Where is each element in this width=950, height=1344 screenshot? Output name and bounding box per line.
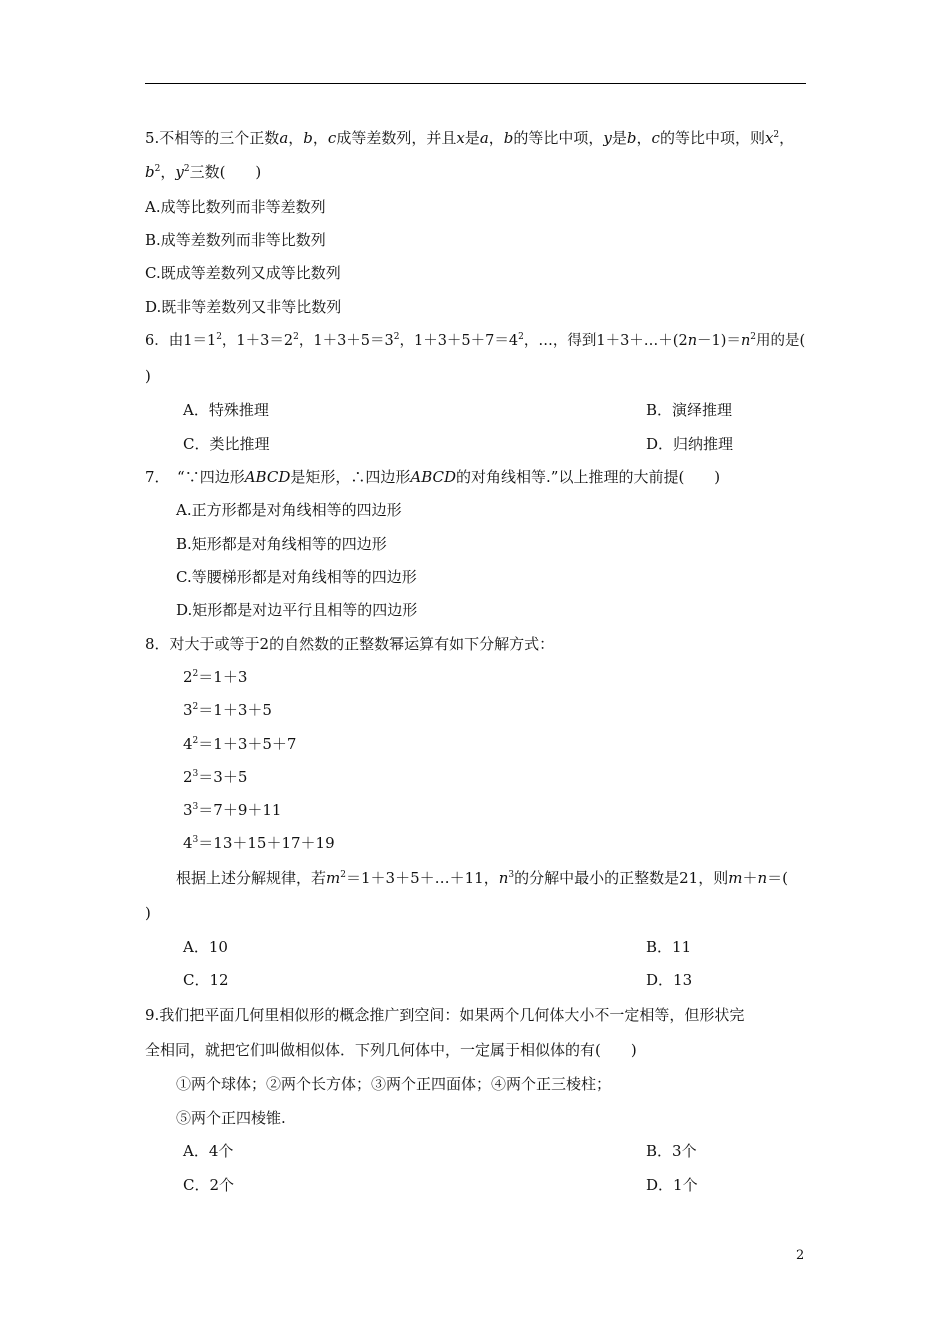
- q7-option-b: B.矩形都是对角线相等的四边形: [176, 535, 387, 553]
- q8-question: 根据上述分解规律，若$m^2=1+3+5+\dots+11$，$n^3$的分解中最小的正整数是21，则m＋n＝(: [176, 869, 788, 887]
- q6-option-d: D．归纳推理: [646, 435, 734, 453]
- q8-equation-6: $4^3=13+15+17+19$: [183, 834, 335, 852]
- q9-option-a: A．4个: [183, 1142, 234, 1160]
- q8-stem: 8．对大于或等于2的自然数的正整数幂运算有如下分解方式：: [145, 635, 555, 653]
- q9-option-d: D．1个: [646, 1176, 698, 1194]
- q5-option-c: C.既成等差数列又成等比数列: [145, 264, 341, 282]
- q9-option-b: B．3个: [646, 1142, 697, 1160]
- q9-stem-line2: 全相同，就把它们叫做相似体．下列几何体中，一定属于相似体的有( ): [145, 1041, 637, 1059]
- q6-option-b: B．演绎推理: [646, 401, 733, 419]
- q8-equation-5: $3^3=7+9+11$: [183, 801, 282, 819]
- q9-items-line2: ⑤两个正四棱锥.: [176, 1109, 286, 1127]
- header-rule: [145, 83, 806, 84]
- q6-stem-line2: ): [145, 367, 151, 385]
- q8-equation-1: $2^2=1+3$: [183, 668, 248, 686]
- q6-option-a: A．特殊推理: [183, 401, 269, 419]
- page-number: 2: [796, 1248, 805, 1263]
- q8-option-c: C．12: [183, 971, 229, 989]
- q9-stem-line1: 9.我们把平面几何里相似形的概念推广到空间：如果两个几何体大小不一定相等，但形状完: [145, 1006, 745, 1024]
- q8-equation-3: $4^2=1+3+5+7$: [183, 735, 297, 753]
- q8-equation-2: $3^2=1+3+5$: [183, 701, 272, 719]
- q9-option-c: C．2个: [183, 1176, 235, 1194]
- q5-option-d: D.既非等差数列又非等比数列: [145, 298, 342, 316]
- q7-option-c: C.等腰梯形都是对角线相等的四边形: [176, 568, 417, 586]
- q5-option-b: B.成等差数列而非等比数列: [145, 231, 326, 249]
- q5-option-a: A.成等比数列而非等差数列: [145, 198, 326, 216]
- q5-stem-line2: $b^2$，$y^2$三数( ): [145, 163, 262, 181]
- q8-option-d: D．13: [646, 971, 693, 989]
- q7-stem: 7． “∵四边形ABCD是矩形，∴四边形ABCD的对角线相等.”以上推理的大前提( ): [145, 468, 721, 486]
- q6-option-c: C．类比推理: [183, 435, 270, 453]
- q6-stem-line1: 6．由$1=1^2$，$1+3=2^2$，$1+3+5=3^2$，$1+3+5+7=4^2$，…，得到$1+3+\dots+(2n-1)=n^2$用的是(: [145, 332, 806, 349]
- q7-option-d: D.矩形都是对边平行且相等的四边形: [176, 601, 418, 619]
- q8-option-b: B．11: [646, 938, 692, 956]
- q8-question-close: ): [145, 904, 151, 922]
- q8-option-a: A．10: [183, 938, 228, 956]
- q9-items-line1: ①两个球体；②两个长方体；③两个正四面体；④两个正三棱柱；: [176, 1075, 612, 1093]
- q5-stem-line1: 5.不相等的三个正数a，b，c成等差数列，并且x是a，b的等比中项，y是b，c的等比中项，则$x^2$，: [145, 129, 795, 147]
- q7-option-a: A.正方形都是对角线相等的四边形: [176, 501, 402, 519]
- q8-equation-4: $2^3=3+5$: [183, 768, 248, 786]
